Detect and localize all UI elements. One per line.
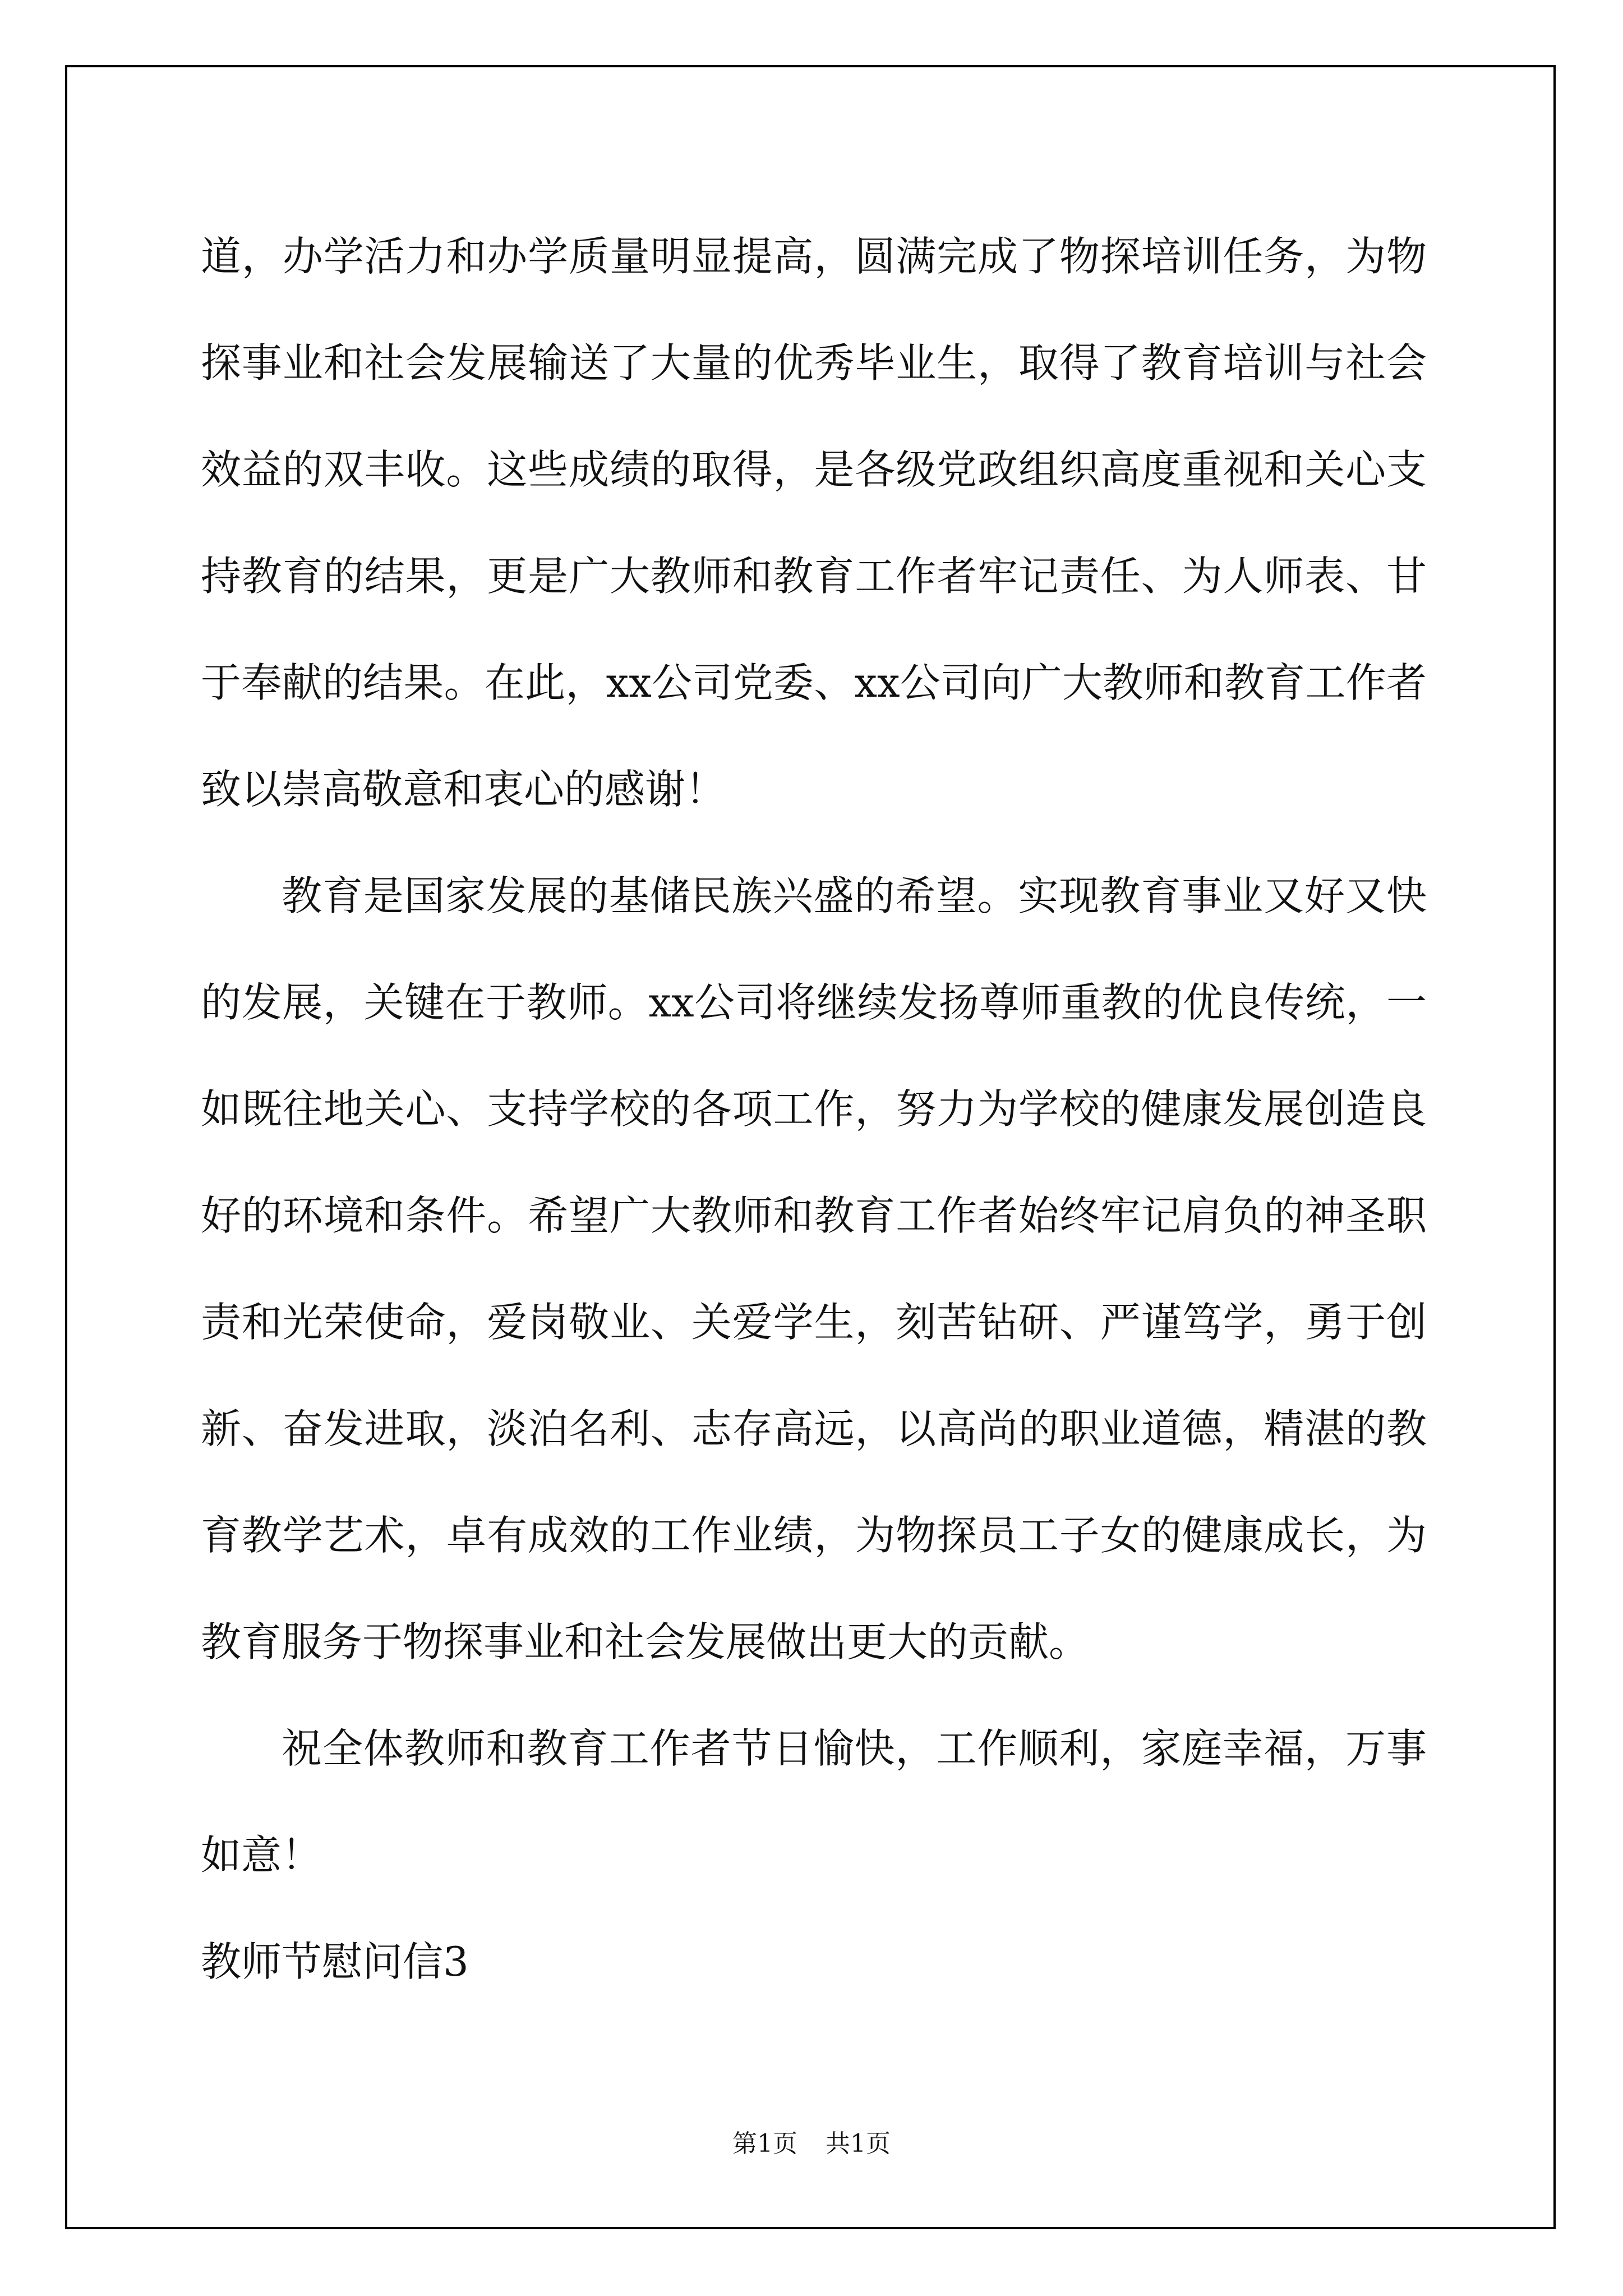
section-heading: 教师节慰问信3: [201, 1938, 469, 1985]
page-footer: [0, 2127, 1623, 2161]
paragraph-wishes: 祝全体教师和教育工作者节日愉快，工作顺利，家庭幸福，万事如意！: [201, 1725, 1427, 1879]
page-number-current: 第1页: [732, 2129, 797, 2158]
document-body: [201, 203, 1427, 2015]
page-number-total: 共1页: [826, 2129, 891, 2158]
paragraph-education-development: 教育是国家发展的基储民族兴盛的希望。实现教育事业又好又快的发展，关键在于教师。xx公司将继续发扬尊师重教的优良传统，一如既往地关心、支持学校的各项工作，努力为学校的健康发展创造良好的环境和条件。希望广大教师和教育工作者始终牢记肩负的神圣职责和光荣使命，爱岗敬业、关爱学生，刻苦钻研、严谨笃学，勇于创新、奋发进取，淡泊名利、志存高远，以高尚的职业道德，精湛的教育教学艺术，卓有成效的工作业绩，为物探员工子女的健康成长，为教育服务于物探事业和社会发展做出更大的贡献。: [201, 872, 1427, 1665]
paragraph-continuation: 道，办学活力和办学质量明显提高，圆满完成了物探培训任务，为物探事业和社会发展输送了大量的优秀毕业生，取得了教育培训与社会效益的双丰收。这些成绩的取得，是各级党政组织高度重视和关心支持教育的结果，更是广大教师和教育工作者牢记责任、为人师表、甘于奉献的结果。在此，xx公司党委、xx公司向广大教师和教育工作者致以崇高敬意和衷心的感谢！: [201, 233, 1427, 813]
